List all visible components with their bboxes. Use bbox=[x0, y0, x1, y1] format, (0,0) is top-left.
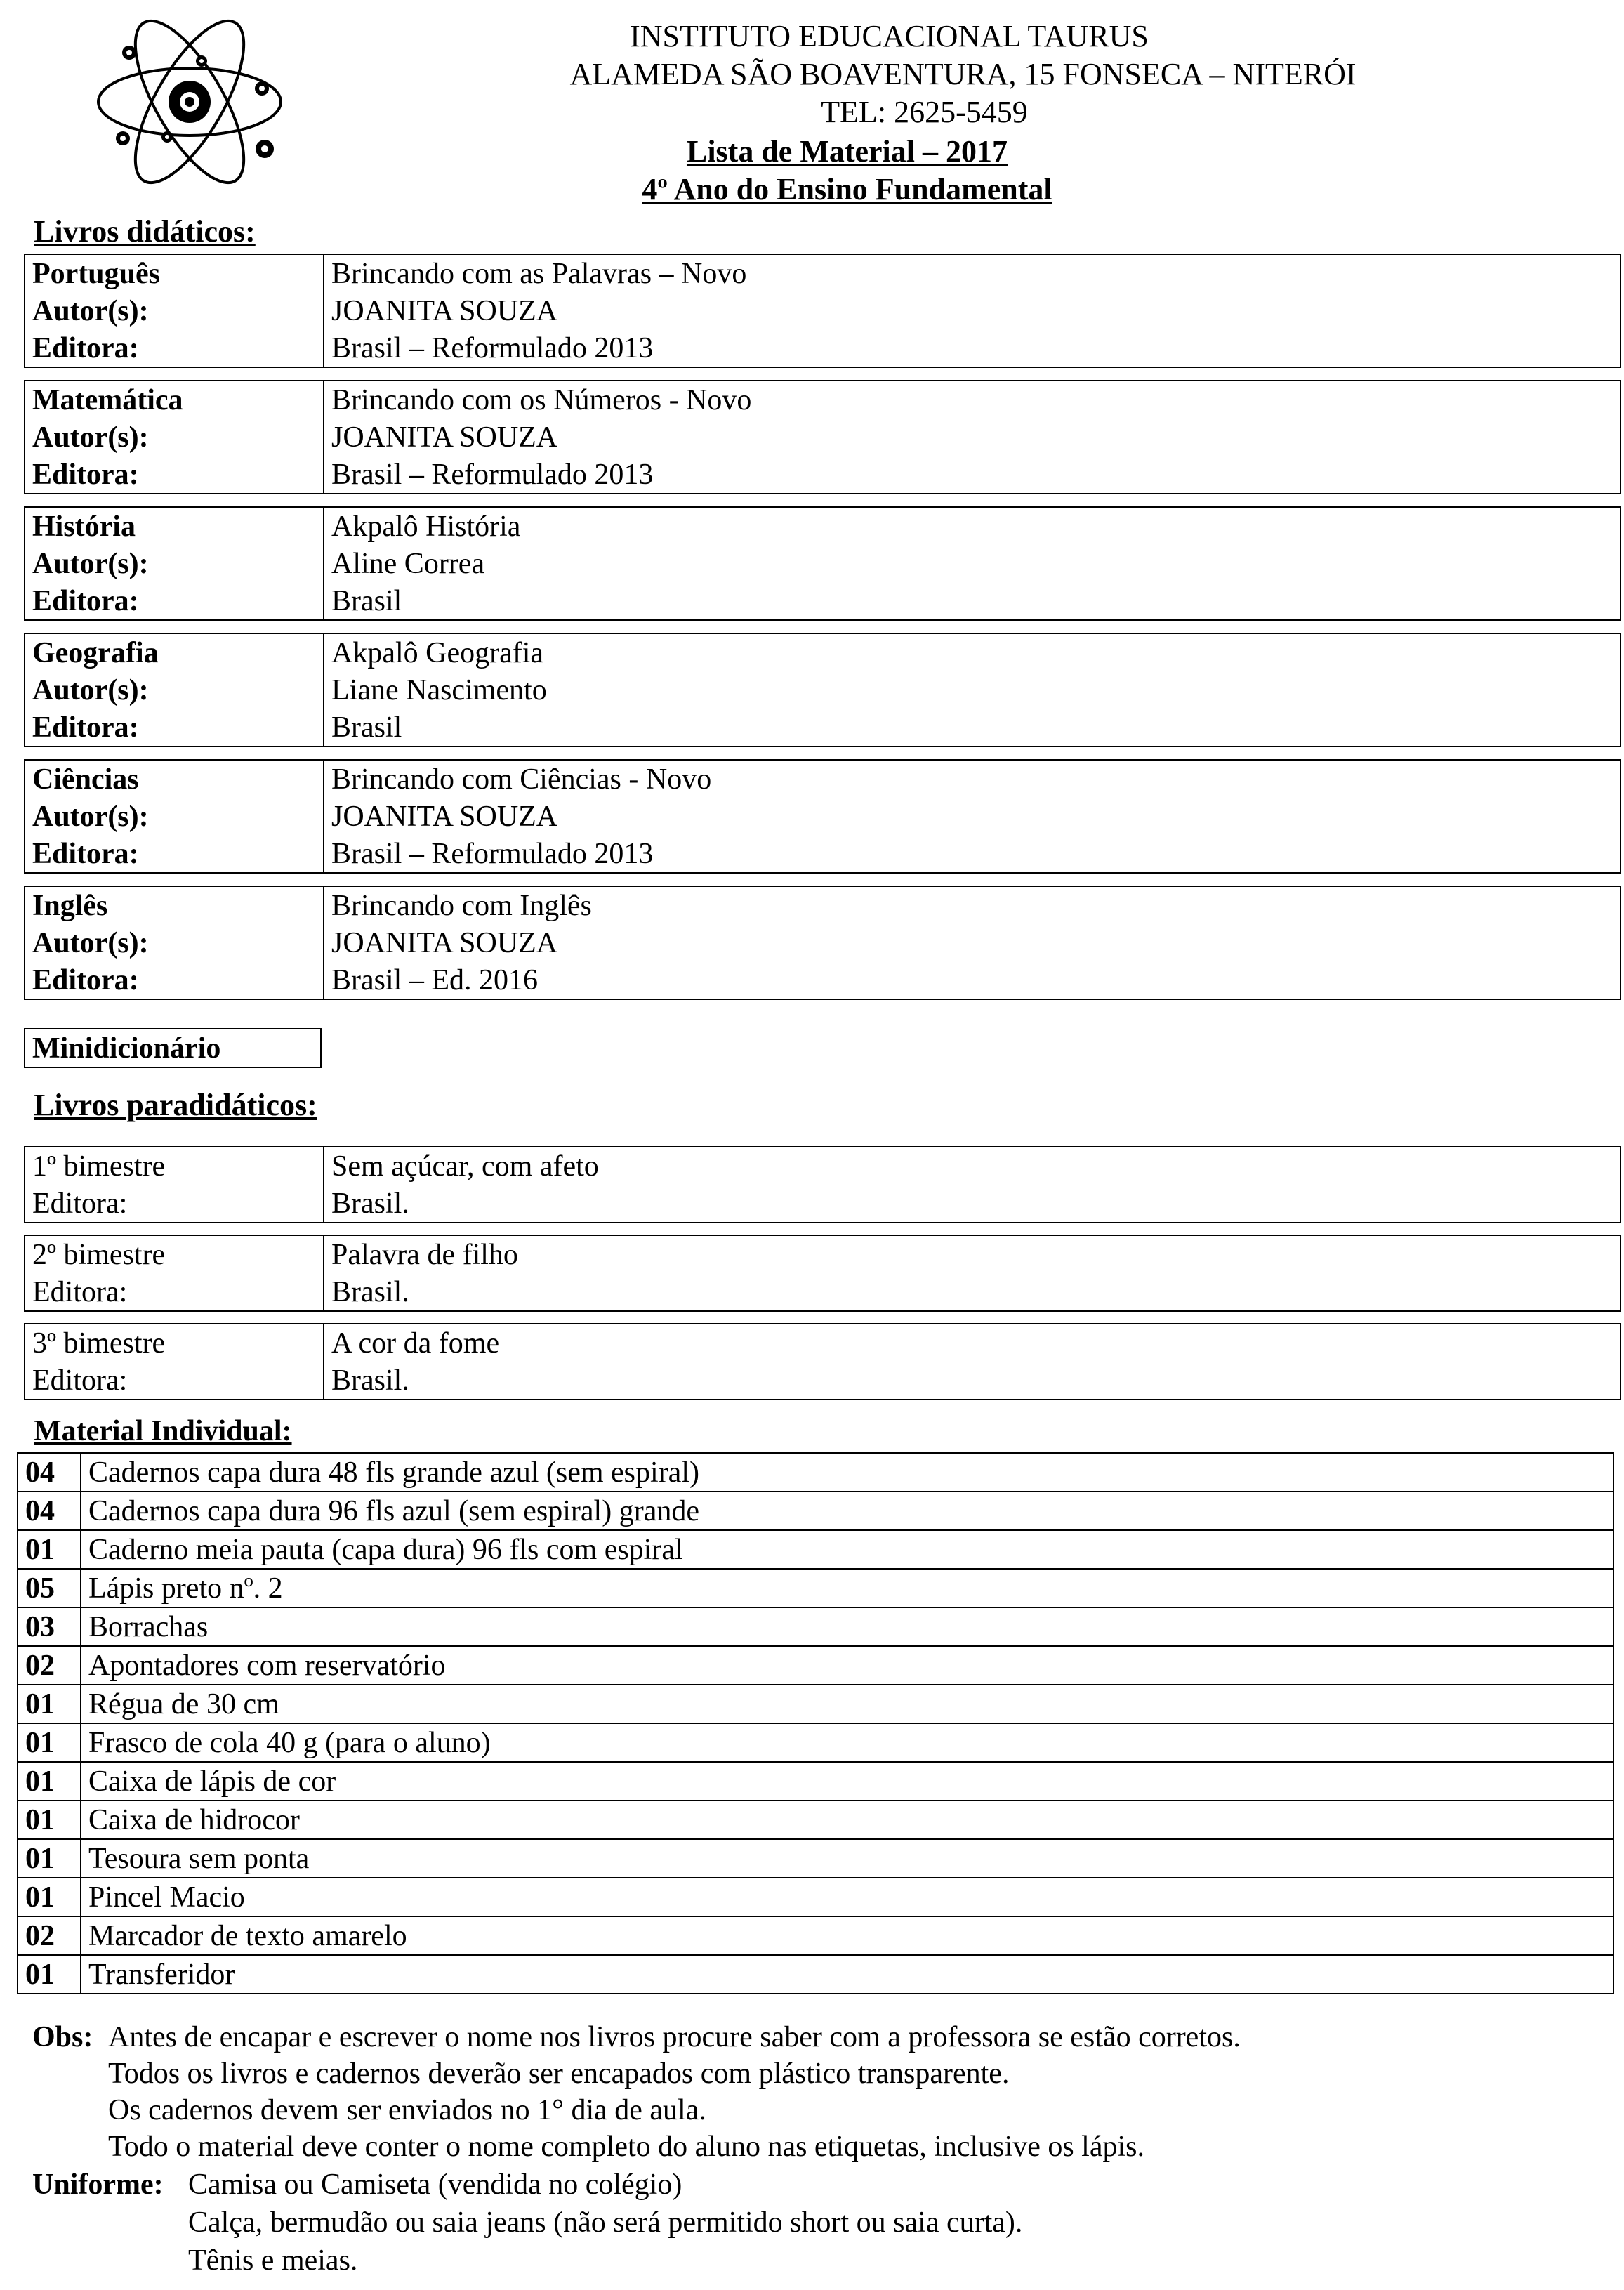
uniforme-line: Tênis e meias. bbox=[188, 2244, 358, 2277]
book-author-label: Autor(s): bbox=[25, 798, 324, 835]
para-publisher-label: Editora: bbox=[25, 1185, 324, 1223]
para-publisher: Brasil. bbox=[324, 1362, 1620, 1400]
book-publisher: Brasil bbox=[324, 582, 1620, 620]
material-desc: Frasco de cola 40 g (para o aluno) bbox=[81, 1723, 1613, 1762]
material-desc: Apontadores com reservatório bbox=[81, 1646, 1613, 1685]
material-desc: Régua de 30 cm bbox=[81, 1685, 1613, 1723]
minidicionario-label: Minidicionário bbox=[25, 1029, 321, 1067]
material-desc: Tesoura sem ponta bbox=[81, 1839, 1613, 1878]
obs-line: Todos os livros e cadernos deverão ser encapados com plástico transparente. bbox=[108, 2058, 1010, 2090]
school-phone: TEL: 2625-5459 bbox=[821, 95, 1028, 129]
school-address: ALAMEDA SÃO BOAVENTURA, 15 FONSECA – NITERÓI bbox=[569, 57, 1356, 91]
para-table-1 bbox=[24, 1146, 1621, 1223]
book-subject: Inglês bbox=[25, 886, 324, 924]
material-row bbox=[18, 1955, 1613, 1994]
material-label: Material Individual: bbox=[34, 1415, 292, 1447]
book-author-label: Autor(s): bbox=[25, 924, 324, 961]
book-publisher: Brasil bbox=[324, 709, 1620, 746]
material-qty: 01 bbox=[18, 1762, 81, 1801]
material-row bbox=[18, 1723, 1613, 1762]
book-publisher-label: Editora: bbox=[25, 961, 324, 999]
material-desc: Caderno meia pauta (capa dura) 96 fls com espiral bbox=[81, 1530, 1613, 1569]
minidicionario-box bbox=[24, 1028, 322, 1068]
material-qty: 05 bbox=[18, 1569, 81, 1607]
material-desc: Lápis preto nº. 2 bbox=[81, 1569, 1613, 1607]
book-subject: Matemática bbox=[25, 381, 324, 419]
uniforme-line: Calça, bermudão ou saia jeans (não será permitido short ou saia curta). bbox=[188, 2206, 1023, 2239]
material-row bbox=[18, 1492, 1613, 1530]
material-qty: 01 bbox=[18, 1839, 81, 1878]
book-author: Liane Nascimento bbox=[324, 671, 1620, 709]
school-name: INSTITUTO EDUCACIONAL TAURUS bbox=[630, 19, 1149, 53]
material-row bbox=[18, 1916, 1613, 1955]
book-author-label: Autor(s): bbox=[25, 545, 324, 582]
material-qty: 01 bbox=[18, 1530, 81, 1569]
book-publisher-label: Editora: bbox=[25, 582, 324, 620]
material-row bbox=[18, 1646, 1613, 1685]
material-qty: 04 bbox=[18, 1492, 81, 1530]
book-author-label: Autor(s): bbox=[25, 671, 324, 709]
uniforme-label: Uniforme: bbox=[32, 2169, 164, 2201]
obs-line: Os cadernos devem ser enviados no 1° dia de aula. bbox=[108, 2094, 706, 2126]
book-table-ciencias bbox=[24, 759, 1621, 874]
material-row bbox=[18, 1878, 1613, 1916]
page-title: Lista de Material – 2017 bbox=[686, 134, 1008, 169]
book-table-matematica bbox=[24, 380, 1621, 494]
book-title: Akpalô História bbox=[324, 507, 1620, 545]
material-row bbox=[18, 1569, 1613, 1607]
didaticos-label: Livros didáticos: bbox=[34, 214, 256, 249]
book-publisher-label: Editora: bbox=[25, 835, 324, 873]
material-desc: Caixa de lápis de cor bbox=[81, 1762, 1613, 1801]
obs-label: Obs: bbox=[32, 2021, 93, 2053]
book-author-label: Autor(s): bbox=[25, 292, 324, 329]
book-subject: História bbox=[25, 507, 324, 545]
book-table-portugues bbox=[24, 254, 1621, 368]
book-table-historia bbox=[24, 506, 1621, 621]
book-author: JOANITA SOUZA bbox=[324, 798, 1620, 835]
para-period: 3º bimestre bbox=[25, 1324, 324, 1362]
book-title: Brincando com Ciências - Novo bbox=[324, 760, 1620, 798]
material-qty: 01 bbox=[18, 1723, 81, 1762]
book-subject: Geografia bbox=[25, 633, 324, 671]
para-period: 1º bimestre bbox=[25, 1147, 324, 1185]
book-publisher-label: Editora: bbox=[25, 329, 324, 367]
book-publisher: Brasil – Reformulado 2013 bbox=[324, 329, 1620, 367]
material-row bbox=[18, 1453, 1613, 1492]
book-publisher-label: Editora: bbox=[25, 709, 324, 746]
book-title: Brincando com os Números - Novo bbox=[324, 381, 1620, 419]
material-qty: 01 bbox=[18, 1685, 81, 1723]
material-row bbox=[18, 1839, 1613, 1878]
para-publisher-label: Editora: bbox=[25, 1273, 324, 1311]
material-table bbox=[17, 1452, 1614, 1994]
book-author: JOANITA SOUZA bbox=[324, 292, 1620, 329]
book-subject: Ciências bbox=[25, 760, 324, 798]
para-publisher: Brasil. bbox=[324, 1273, 1620, 1311]
material-desc: Cadernos capa dura 96 fls azul (sem espiral) grande bbox=[81, 1492, 1613, 1530]
material-row bbox=[18, 1762, 1613, 1801]
book-table-ingles bbox=[24, 886, 1621, 1000]
para-title: Sem açúcar, com afeto bbox=[324, 1147, 1620, 1185]
material-row bbox=[18, 1801, 1613, 1839]
book-subject: Português bbox=[25, 254, 324, 292]
para-publisher: Brasil. bbox=[324, 1185, 1620, 1223]
material-desc: Borrachas bbox=[81, 1607, 1613, 1646]
material-row bbox=[18, 1530, 1613, 1569]
material-row bbox=[18, 1685, 1613, 1723]
para-table-2 bbox=[24, 1235, 1621, 1312]
material-desc: Cadernos capa dura 48 fls grande azul (sem espiral) bbox=[81, 1453, 1613, 1492]
obs-line: Todo o material deve conter o nome completo do aluno nas etiquetas, inclusive os lápis. bbox=[108, 2131, 1145, 2163]
book-author: JOANITA SOUZA bbox=[324, 419, 1620, 456]
para-publisher-label: Editora: bbox=[25, 1362, 324, 1400]
material-qty: 03 bbox=[18, 1607, 81, 1646]
paradidaticos-label: Livros paradidáticos: bbox=[34, 1088, 317, 1122]
material-qty: 01 bbox=[18, 1878, 81, 1916]
grade-title: 4º Ano do Ensino Fundamental bbox=[642, 172, 1052, 206]
para-table-3 bbox=[24, 1323, 1621, 1400]
para-period: 2º bimestre bbox=[25, 1235, 324, 1273]
material-desc: Caixa de hidrocor bbox=[81, 1801, 1613, 1839]
book-title: Brincando com Inglês bbox=[324, 886, 1620, 924]
material-desc: Transferidor bbox=[81, 1955, 1613, 1994]
book-title: Brincando com as Palavras – Novo bbox=[324, 254, 1620, 292]
material-qty: 01 bbox=[18, 1955, 81, 1994]
obs-line: Antes de encapar e escrever o nome nos livros procure saber com a professora se estão corretos. bbox=[108, 2021, 1241, 2053]
book-title: Akpalô Geografia bbox=[324, 633, 1620, 671]
uniforme-line: Camisa ou Camiseta (vendida no colégio) bbox=[188, 2169, 682, 2201]
material-qty: 01 bbox=[18, 1801, 81, 1839]
book-publisher: Brasil – Ed. 2016 bbox=[324, 961, 1620, 999]
material-qty: 02 bbox=[18, 1916, 81, 1955]
book-publisher: Brasil – Reformulado 2013 bbox=[324, 835, 1620, 873]
material-qty: 02 bbox=[18, 1646, 81, 1685]
para-title: Palavra de filho bbox=[324, 1235, 1620, 1273]
book-author: Aline Correa bbox=[324, 545, 1620, 582]
material-desc: Marcador de texto amarelo bbox=[81, 1916, 1613, 1955]
para-title: A cor da fome bbox=[324, 1324, 1620, 1362]
book-author-label: Autor(s): bbox=[25, 419, 324, 456]
material-desc: Pincel Macio bbox=[81, 1878, 1613, 1916]
book-author: JOANITA SOUZA bbox=[324, 924, 1620, 961]
book-publisher-label: Editora: bbox=[25, 456, 324, 494]
material-qty: 04 bbox=[18, 1453, 81, 1492]
material-row bbox=[18, 1607, 1613, 1646]
book-publisher: Brasil – Reformulado 2013 bbox=[324, 456, 1620, 494]
book-table-geografia bbox=[24, 633, 1621, 747]
